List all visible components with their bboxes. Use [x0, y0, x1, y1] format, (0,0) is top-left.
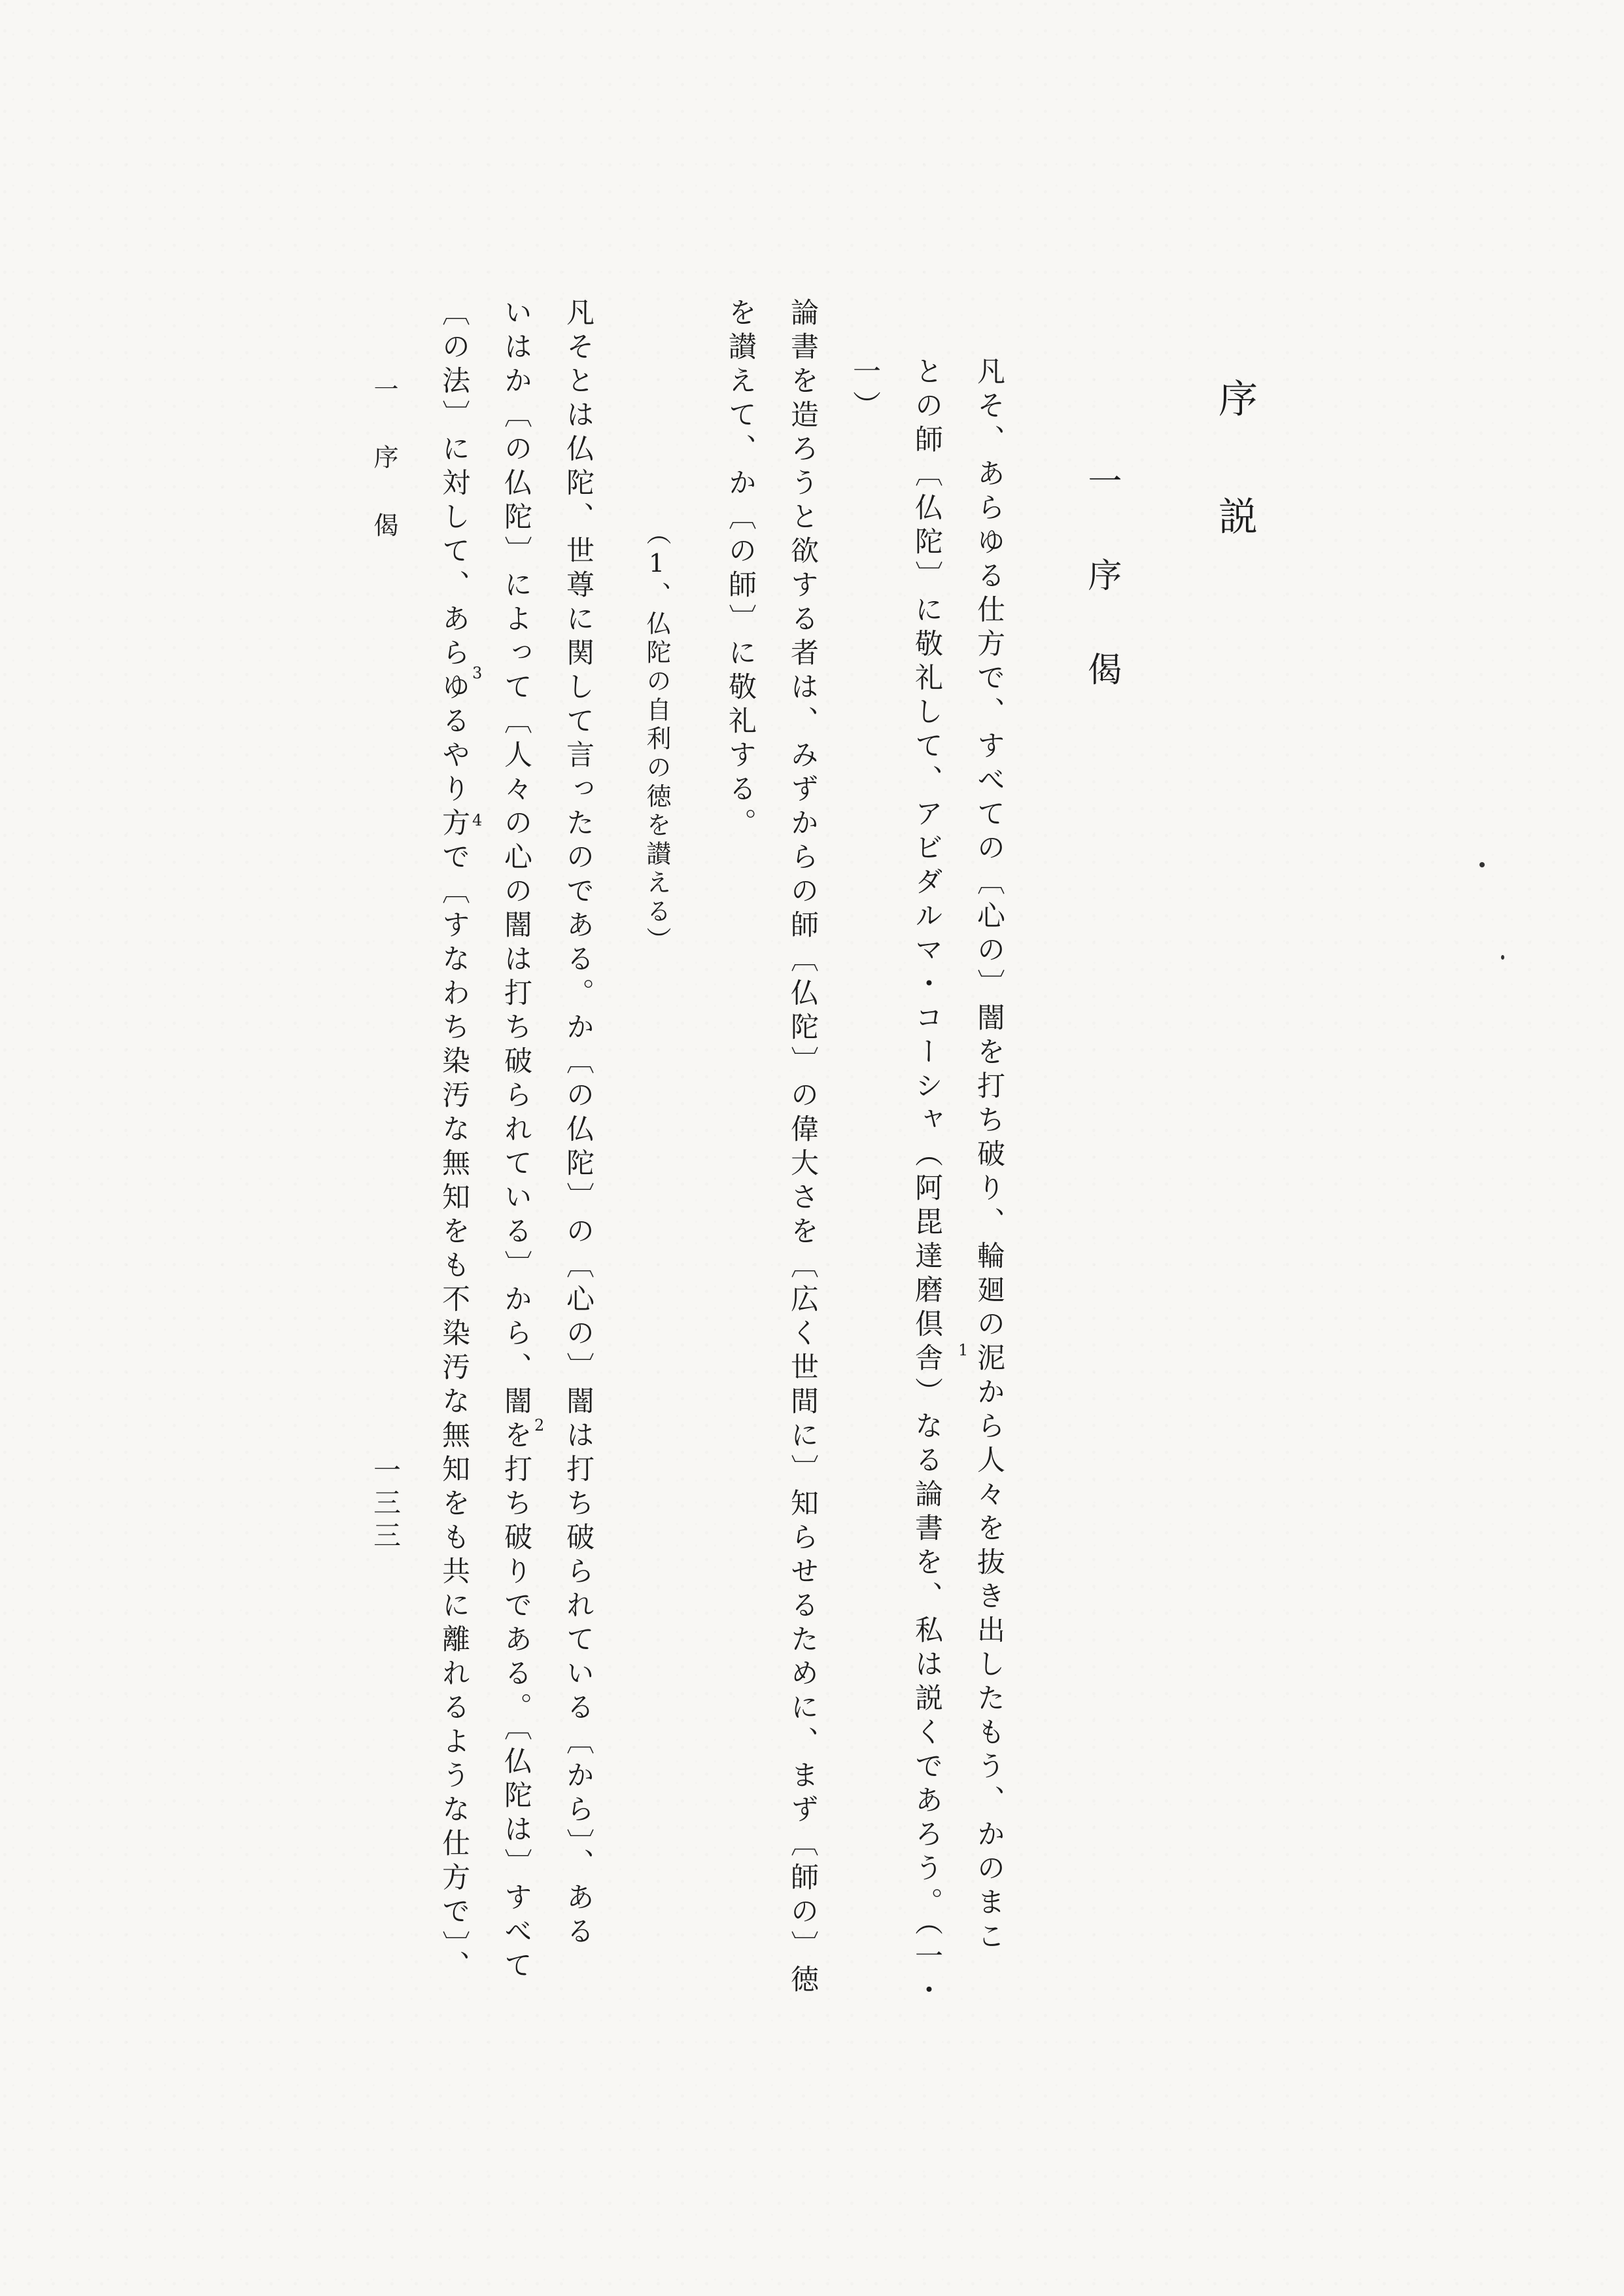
subheading: （1、仏陀の自利の徳を讃える）: [642, 520, 671, 956]
footnote-marker-3: 3: [472, 664, 483, 682]
body-column-6: 凡そとは仏陀、世尊に関して言ったのである。か〔の仏陀〕の〔心の〕闇は打ち破られている〔から〕、ある: [562, 298, 595, 1951]
running-footer: 一 序 偈: [370, 376, 398, 546]
footnote-marker-2: 2: [534, 1416, 545, 1435]
body-column-1: 凡そ、あらゆる仕方で、すべての〔心の〕闇を打ち破り、輪廻の泥から人々を抜き出したもう、かのまこ: [973, 357, 1005, 1955]
body-column-8: 〔の法〕に対して、あらゆるやり方で〔すなわち染汚な無知をも不染汚な無知をも共に離れるような仕方で〕、: [438, 298, 470, 1985]
page-number: 一三三: [370, 1455, 402, 1554]
footnote-marker-4: 4: [472, 811, 483, 829]
body-column-3: 一）: [848, 357, 881, 425]
footnote-marker-1: 1: [958, 1341, 969, 1359]
section-heading: 一序偈: [1082, 463, 1121, 746]
body-column-4: 論書を造ろうと欲する者は、みずからの師〔仏陀〕の偉大さを〔広く世間に〕知らせるために、まず〔師の〕徳: [786, 298, 819, 1998]
chapter-title: 序説: [1212, 378, 1258, 614]
specks: [1501, 955, 1504, 960]
specks: [1479, 862, 1485, 867]
body-column-5: を讃えて、か〔の師〕に敬礼する。: [724, 298, 757, 842]
body-column-7: いはか〔の仏陀〕によって〔人々の心の闇は打ち破られている〕から、闇を打ち破りである。〔仏陀は〕すべて: [500, 298, 532, 1985]
body-column-2: との師〔仏陀〕に敬礼して、アビダルマ・コーシャ（阿毘達磨倶舎）なる論書を、私は説くであろう。（一・: [910, 357, 943, 2009]
